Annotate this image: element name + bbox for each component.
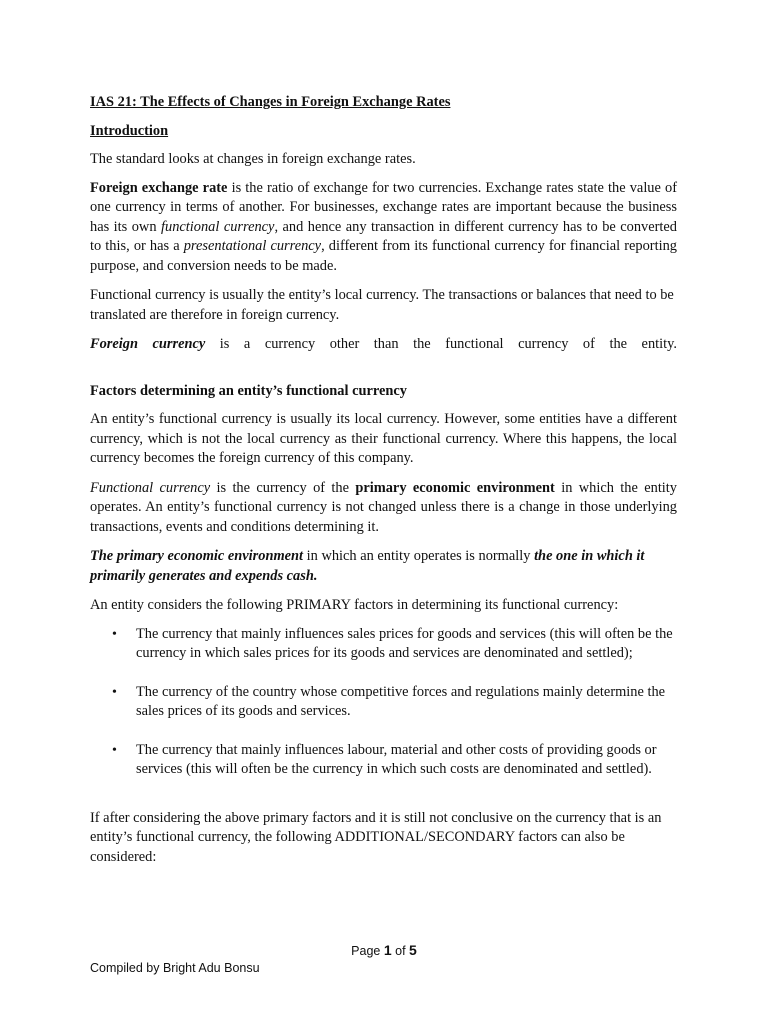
list-item-text: The currency of the country whose competitive forces and regulations mainly determine the sales prices of its goods and services.: [136, 683, 666, 719]
intro-heading: Introduction: [90, 122, 169, 139]
fx-rate-term: Foreign exchange rate: [90, 179, 228, 196]
primary-factors-list: [90, 625, 677, 780]
functional-currency-term: functional currency: [161, 218, 275, 235]
list-item: [90, 683, 677, 722]
fc-term: Functional currency: [90, 479, 211, 496]
fx-rate-text-3: , different from its functional currency for financial reporting purpose, and conversion needs to be made.: [90, 238, 677, 274]
foreign-currency-text: is a currency other than the functional currency of the entity.: [205, 336, 677, 352]
pee-sentence-term: The primary economic environment: [90, 548, 304, 564]
fx-rate-text-2: , and hence any transaction in different currency has to be converted to this, or has a: [90, 218, 677, 254]
of-word: of: [391, 944, 410, 958]
fc-text-2: in which the entity operates. An entity’s functional currency is not changed unless there is a change in those underlying transactions, events and conditions determining it.: [90, 479, 678, 535]
bullet-icon: •: [112, 626, 117, 642]
bullet-icon: •: [112, 742, 117, 758]
functional-definition-paragraph: [90, 479, 677, 538]
pee-sentence-text: in which an entity operates is normally: [303, 548, 535, 564]
primary-environment-paragraph: [90, 547, 677, 586]
bullet-icon: •: [112, 684, 117, 700]
foreign-currency-paragraph: [90, 335, 677, 355]
foreign-currency-term: Foreign currency: [90, 336, 206, 352]
compiled-by-footer: Compiled by Bright Adu Bonsu: [90, 961, 260, 975]
page-current: 1: [383, 942, 392, 958]
intro-paragraph: The standard looks at changes in foreign exchange rates.: [90, 151, 416, 167]
page-number: [0, 942, 768, 958]
list-item: [90, 625, 677, 664]
list-item: [90, 741, 677, 780]
page-word: Page: [351, 944, 384, 958]
fc-text-1: is the currency of the: [210, 479, 356, 496]
page-total: 5: [409, 942, 417, 958]
factors-paragraph: An entity’s functional currency is usually its local currency. However, some entities have a different currency, which is not the local currency as their functional currency. Where this happens, the local currency becomes the foreign currency of this company.: [90, 411, 677, 466]
pee-term: primary economic environment: [355, 479, 555, 496]
factors-heading: Factors determining an entity’s functional currency: [90, 382, 407, 399]
list-item-text: The currency that mainly influences sales prices for goods and services (this will often be the currency in which sales prices for its goods and services are denominated and settled);: [136, 625, 673, 661]
list-item-text: The currency that mainly influences labour, material and other costs of providing goods or services (this will often be the currency in which such costs are denominated and settled).: [136, 741, 657, 777]
fx-rate-text-1: is the ratio of exchange for two currencies. Exchange rates state the value of one currency in terms of another. For businesses, exchange rates are important because the business has its own: [90, 179, 677, 235]
document-body: [90, 93, 677, 867]
fx-rate-paragraph: [90, 179, 677, 277]
presentational-currency-term: presentational currency: [183, 238, 322, 254]
pee-sentence-end: the one in which it primarily generates and expends cash.: [90, 548, 645, 584]
functional-currency-paragraph: Functional currency is usually the entity’s local currency. The transactions or balances that need to be translated are therefore in foreign currency.: [90, 287, 674, 323]
secondary-factors-paragraph: If after considering the above primary factors and it is still not conclusive on the currency that is an entity’s functional currency, the following ADDITIONAL/SECONDARY factors can also be considered:: [90, 809, 662, 865]
primary-factors-intro: An entity considers the following PRIMARY factors in determining its functional currency:: [90, 597, 619, 613]
document-title: IAS 21: The Effects of Changes in Foreign Exchange Rates: [90, 94, 451, 110]
